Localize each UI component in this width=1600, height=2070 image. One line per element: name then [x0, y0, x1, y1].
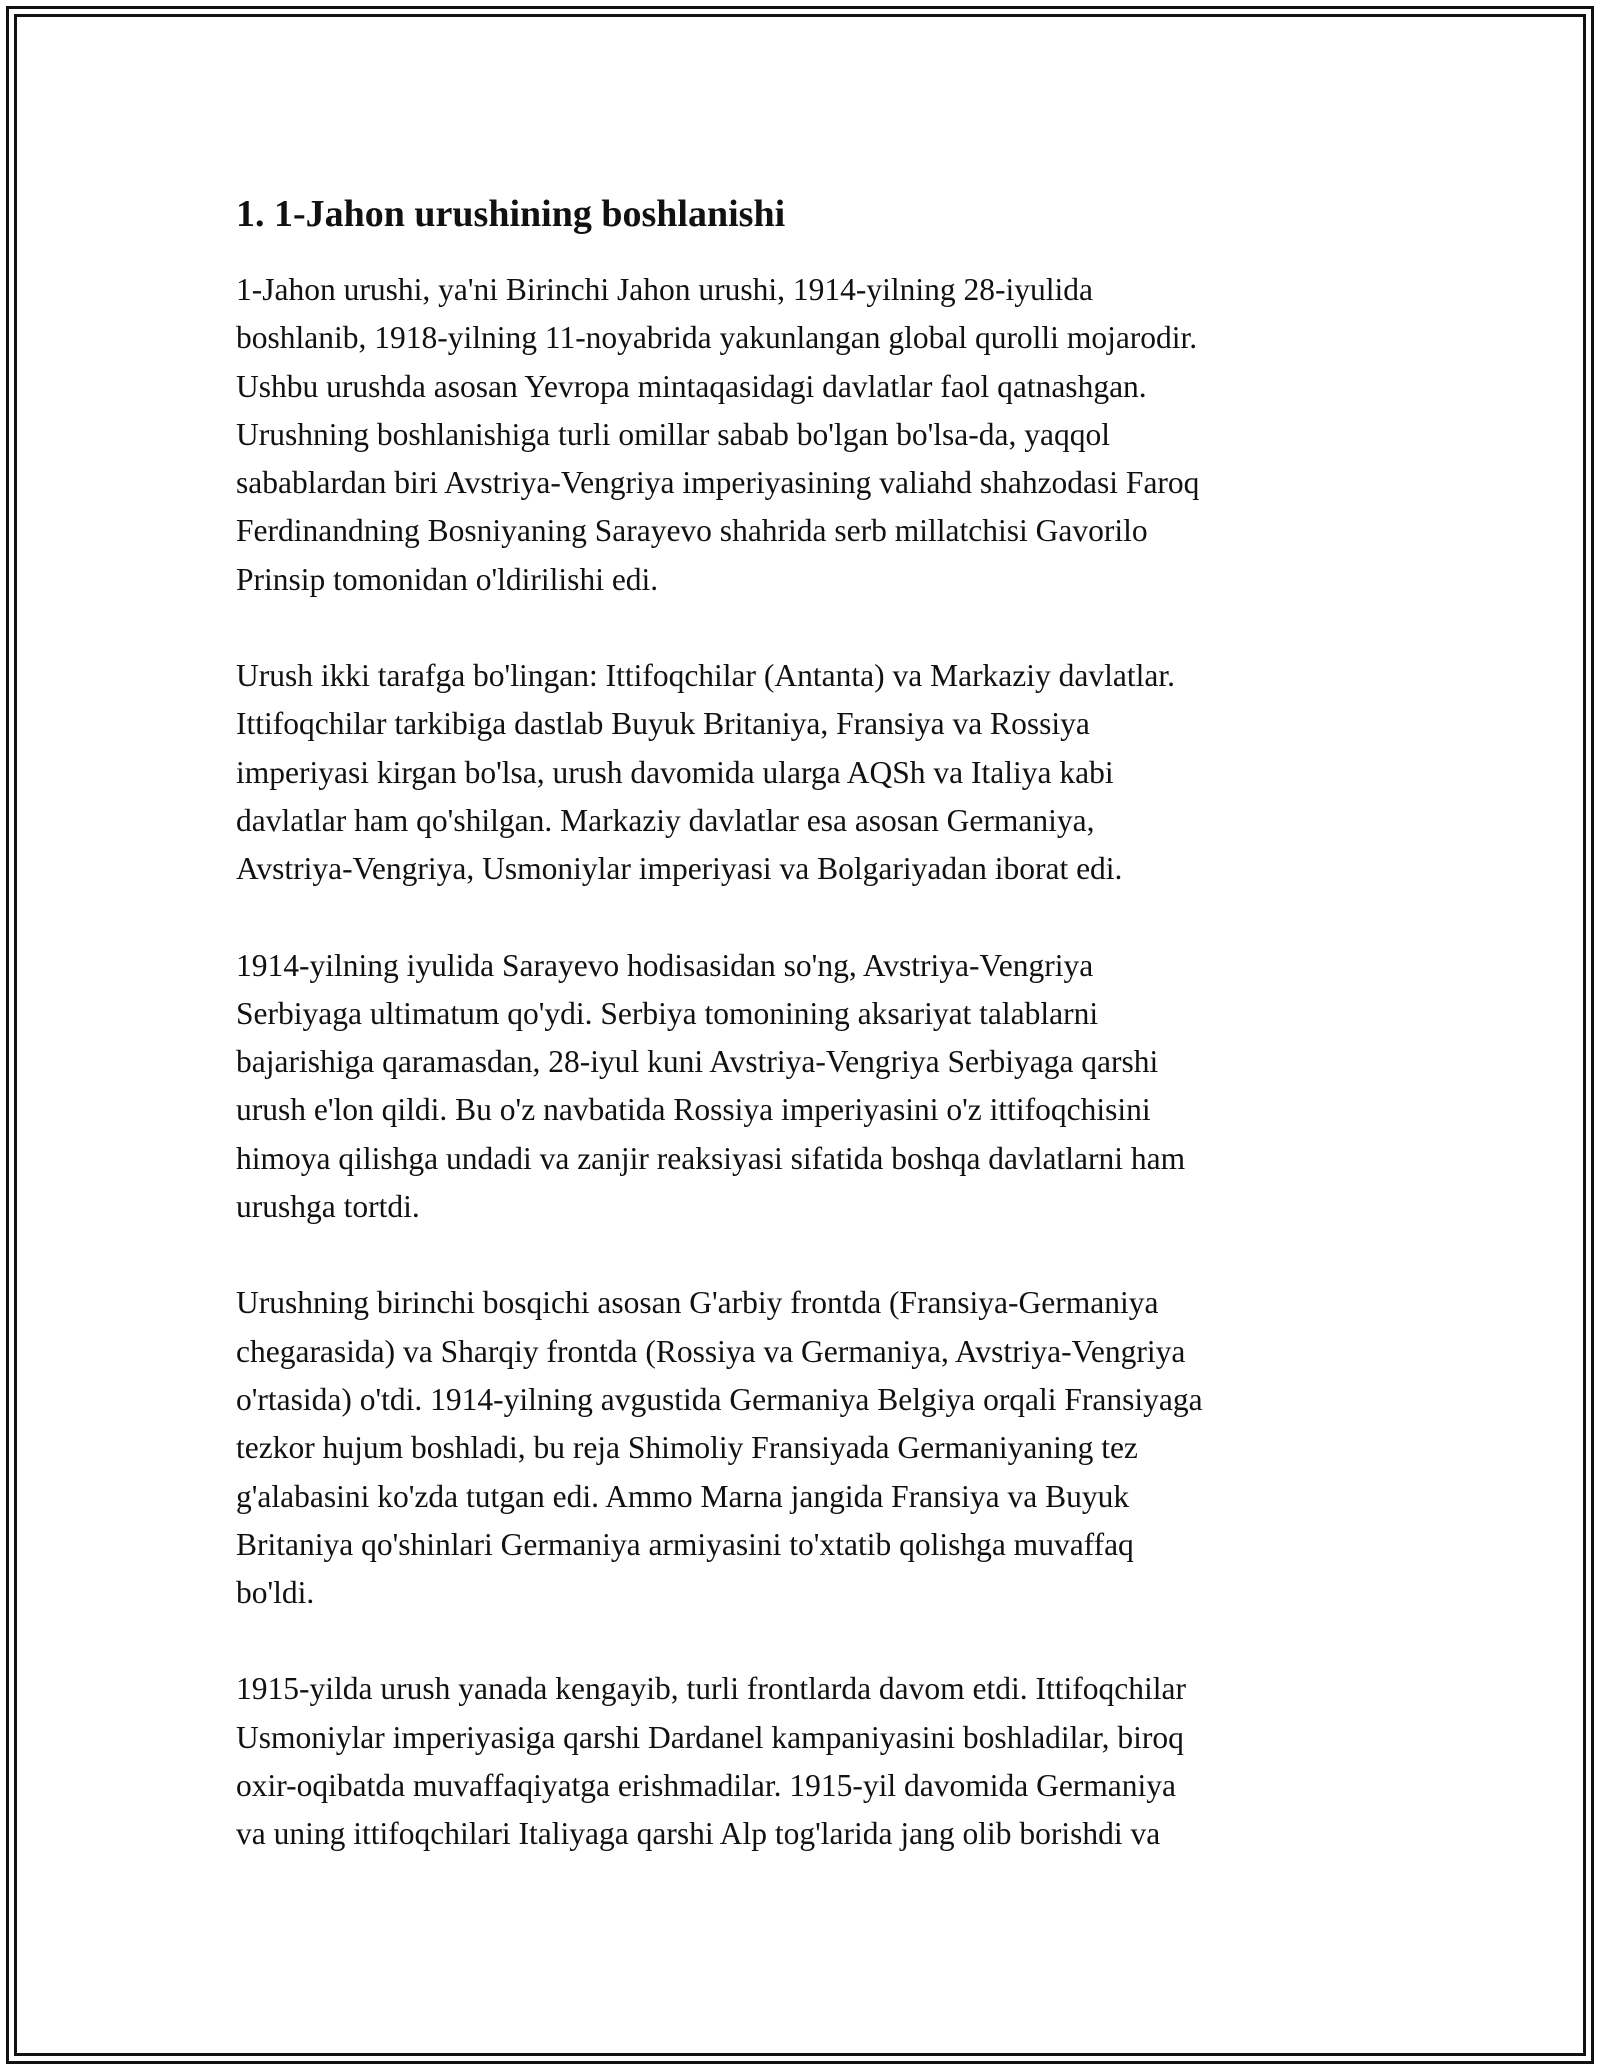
section-heading: 1. 1-Jahon urushining boshlanishi	[236, 193, 786, 235]
paragraph-3: 1914-yilning iyulida Sarayevo hodisasidan so'ng, Avstriya-Vengriya Serbiyaga ultimatum qo'ydi. Serbiya tomonining aksariyat talablarni bajarishiga qaramasdan, 28-iyul kuni Avstriya-Vengriya Serbiyaga qarshi urush e'lon qildi. Bu o'z navbatida Rossiya imperiyasini o'z ittifoqchisini himoya qilishga undadi va zanjir reaksiyasi sifatida boshqa davlatlarni ham urushga tortdi.	[236, 947, 1186, 1225]
document-body	[236, 190, 1386, 1907]
paragraph-5: 1915-yilda urush yanada kengayib, turli frontlarda davom etdi. Ittifoqchilar Usmoniylar imperiyasiga qarshi Dardanel kampaniyasini boshladilar, biroq oxir-oqibatda muvaffaqiyatga erishmadilar. 1915-yil davomida Germaniya va uning ittifoqchilari Italiyaga qarshi Alp tog'larida jang olib borishdi va	[236, 1671, 1186, 1852]
paragraph-2: Urush ikki tarafga bo'lingan: Ittifoqchilar (Antanta) va Markaziy davlatlar. Ittifoqchilar tarkibiga dastlab Buyuk Britaniya, Fransiya va Rossiya imperiyasi kirgan bo'lsa, urush davomida ularga AQSh va Italiya kabi davlatlar ham qo'shilgan. Markaziy davlatlar esa asosan Germaniya, Avstriya-Vengriya, Usmoniylar imperiyasi va Bolgariyadan iborat edi.	[236, 658, 1175, 887]
paragraph-1: 1-Jahon urushi, ya'ni Birinchi Jahon urushi, 1914-yilning 28-iyulida boshlanib, 1918-yilning 11-noyabrida yakunlangan global qurolli mojarodir. Ushbu urushda asosan Yevropa mintaqasidagi davlatlar faol qatnashgan. Urushning boshlanishiga turli omillar sabab bo'lgan bo'lsa-da, yaqqol sabablardan biri Avstriya-Vengriya imperiyasining valiahd shahzodasi Faroq Ferdinandning Bosniyaning Sarayevo shahrida serb millatchisi Gavorilo Prinsip tomonidan o'ldirilishi edi.	[236, 272, 1200, 597]
paragraph-4: Urushning birinchi bosqichi asosan G'arbiy frontda (Fransiya-Germaniya chegarasida) va Sharqiy frontda (Rossiya va Germaniya, Avstriya-Vengriya o'rtasida) o'tdi. 1914-yilning avgustida Germaniya Belgiya orqali Fransiyaga tezkor hujum boshladi, bu reja Shimoliy Fransiyada Germaniyaning tez g'alabasini ko'zda tutgan edi. Ammo Marna jangida Fransiya va Buyuk Britaniya qo'shinlari Germaniya armiyasini to'xtatib qolishga muvaffaq bo'ldi.	[236, 1285, 1203, 1611]
